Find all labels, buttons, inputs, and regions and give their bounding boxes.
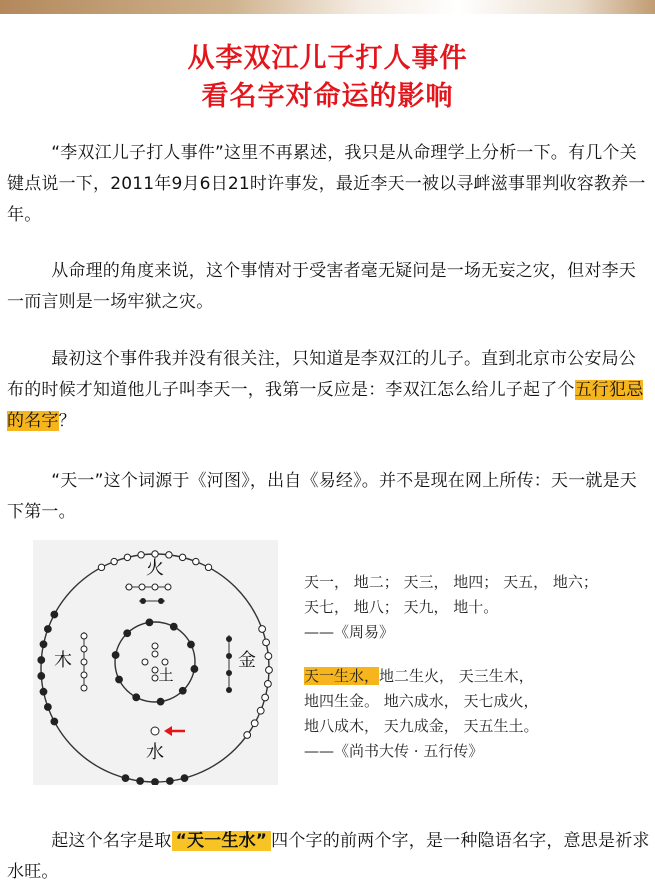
outer-open-dot xyxy=(251,720,258,727)
zhouyi-source: ——《周易》 xyxy=(304,623,395,641)
inner-solid-dot xyxy=(170,623,177,630)
paragraph-3 xyxy=(7,344,652,437)
outer-open-dot xyxy=(152,551,158,557)
inner-solid-dot xyxy=(146,619,153,626)
highlight-tianyi-shengshui: “天一生水” xyxy=(172,831,272,851)
outer-solid-dot xyxy=(51,611,58,618)
outer-solid-dot xyxy=(40,688,47,695)
metal-solid-dot xyxy=(226,670,232,676)
water-label: 水 xyxy=(146,742,164,763)
fire-open-dot xyxy=(139,584,145,590)
shangshu-line-1 xyxy=(304,664,539,689)
shangshu-highlight: 天一生水， xyxy=(304,667,380,685)
fire-open-dot xyxy=(165,584,171,590)
zhouyi-quote xyxy=(304,570,598,645)
wood-label: 木 xyxy=(54,650,72,671)
article-title-line2: 看名字对命运的影响 xyxy=(201,81,454,112)
outer-solid-dot xyxy=(137,778,144,785)
fire-solid-dot xyxy=(158,598,164,604)
shangshu-source: ——《尚书大传 · 五行传》 xyxy=(304,742,484,760)
wood-open-dot xyxy=(81,685,87,691)
outer-open-dot xyxy=(138,552,144,558)
hetu-diagram xyxy=(33,540,278,785)
outer-open-dot xyxy=(257,707,264,714)
outer-solid-dot xyxy=(152,779,159,785)
center-open-dot xyxy=(152,675,158,681)
paragraph-3-end: ？ xyxy=(58,411,76,431)
center-open-dot xyxy=(152,651,158,657)
outer-solid-dot xyxy=(166,778,173,785)
outer-open-dot xyxy=(244,732,251,739)
wood-open-dot xyxy=(81,646,87,652)
fire-label: 火 xyxy=(146,558,164,579)
shangshu-line-3: 地八成木， 天九成金， 天五生土。 xyxy=(304,717,539,735)
outer-open-dot xyxy=(166,552,172,558)
inner-solid-dot xyxy=(133,694,140,701)
inner-solid-dot xyxy=(124,630,131,637)
center-open-dot xyxy=(142,659,148,665)
zhouyi-line-2: 天七， 地八； 天九， 地十。 xyxy=(304,598,499,616)
outer-open-dot xyxy=(266,667,273,674)
inner-solid-dot xyxy=(188,641,195,648)
article-title-line1: 从李双江儿子打人事件 xyxy=(187,43,468,74)
metal-label: 金 xyxy=(238,650,256,671)
fire-open-dot xyxy=(126,584,132,590)
inner-solid-dot xyxy=(116,676,123,683)
paragraph-4: “天一”这个词源于《河图》，出自《易经》。并不是现在网上所传：天一就是天下第一。 xyxy=(7,471,638,522)
top-decorative-bar xyxy=(0,0,655,14)
wood-open-dot xyxy=(81,659,87,665)
outer-open-dot xyxy=(205,564,211,570)
paragraph-3-text: 最初这个事件我并没有很关注，只知道是李双江的儿子。直到北京市公安局公布的时候才知道他儿子叫李天一，我第一反应是：李双江怎么给儿子起了个 xyxy=(7,349,636,400)
outer-solid-dot xyxy=(38,673,45,680)
outer-open-dot xyxy=(263,639,270,646)
center-open-dot xyxy=(152,643,158,649)
outer-solid-dot xyxy=(122,775,129,782)
zhouyi-line-1: 天一， 地二； 天三， 地四； 天五， 地六； xyxy=(304,573,598,591)
outer-open-dot xyxy=(259,626,266,633)
fire-open-dot xyxy=(152,584,158,590)
paragraph-5-rest: 四个字的前两个字，是一种隐语名字，意思是祈求水旺。 xyxy=(7,831,650,882)
outer-open-dot xyxy=(193,558,199,564)
inner-solid-dot xyxy=(157,698,164,705)
metal-solid-dot xyxy=(226,636,232,642)
outer-solid-dot xyxy=(181,775,188,782)
outer-open-dot xyxy=(265,653,272,660)
outer-solid-dot xyxy=(44,626,51,633)
paragraph-5 xyxy=(7,826,652,888)
outer-open-dot xyxy=(262,694,269,701)
wood-open-dot xyxy=(81,633,87,639)
outer-open-dot xyxy=(264,680,271,687)
center-open-dot xyxy=(162,659,168,665)
water-open-dot xyxy=(151,727,159,735)
earth-label: 土 xyxy=(158,666,174,684)
outer-open-dot xyxy=(98,564,104,570)
outer-solid-dot xyxy=(40,641,47,648)
outer-solid-dot xyxy=(51,718,58,725)
shangshu-line-1-rest: 地二生火， 天三生木， xyxy=(379,667,534,685)
outer-solid-dot xyxy=(44,704,51,711)
metal-solid-dot xyxy=(226,687,232,693)
outer-open-dot xyxy=(111,558,117,564)
inner-solid-dot xyxy=(112,652,119,659)
outer-open-dot xyxy=(179,554,185,560)
highlight-wuxing-name: 五行犯忌的名字 xyxy=(7,380,644,431)
outer-solid-dot xyxy=(38,657,45,664)
paragraph-1: “李双江儿子打人事件”这里不再累述，我只是从命理学上分析一下。有几个关键点说一下，2011年9月6日21时许事发，最近李天一被以寻衅滋事罪判收容教养一年。 xyxy=(7,143,646,225)
shangshu-line-2: 地四生金。 地六成水， 天七成火， xyxy=(304,692,539,710)
inner-solid-dot xyxy=(191,666,198,673)
wood-open-dot xyxy=(81,672,87,678)
metal-solid-dot xyxy=(226,653,232,659)
inner-solid-dot xyxy=(179,687,186,694)
paragraph-2: 从命理的角度来说，这个事情对于受害者毫无疑问是一场无妄之灾，但对李天一而言则是一场牢狱之灾。 xyxy=(7,261,636,312)
shangshu-quote xyxy=(304,664,539,764)
center-open-dot xyxy=(152,667,158,673)
paragraph-5-text: 起这个名字是取 xyxy=(51,831,172,851)
outer-open-dot xyxy=(124,554,130,560)
fire-solid-dot xyxy=(140,598,146,604)
